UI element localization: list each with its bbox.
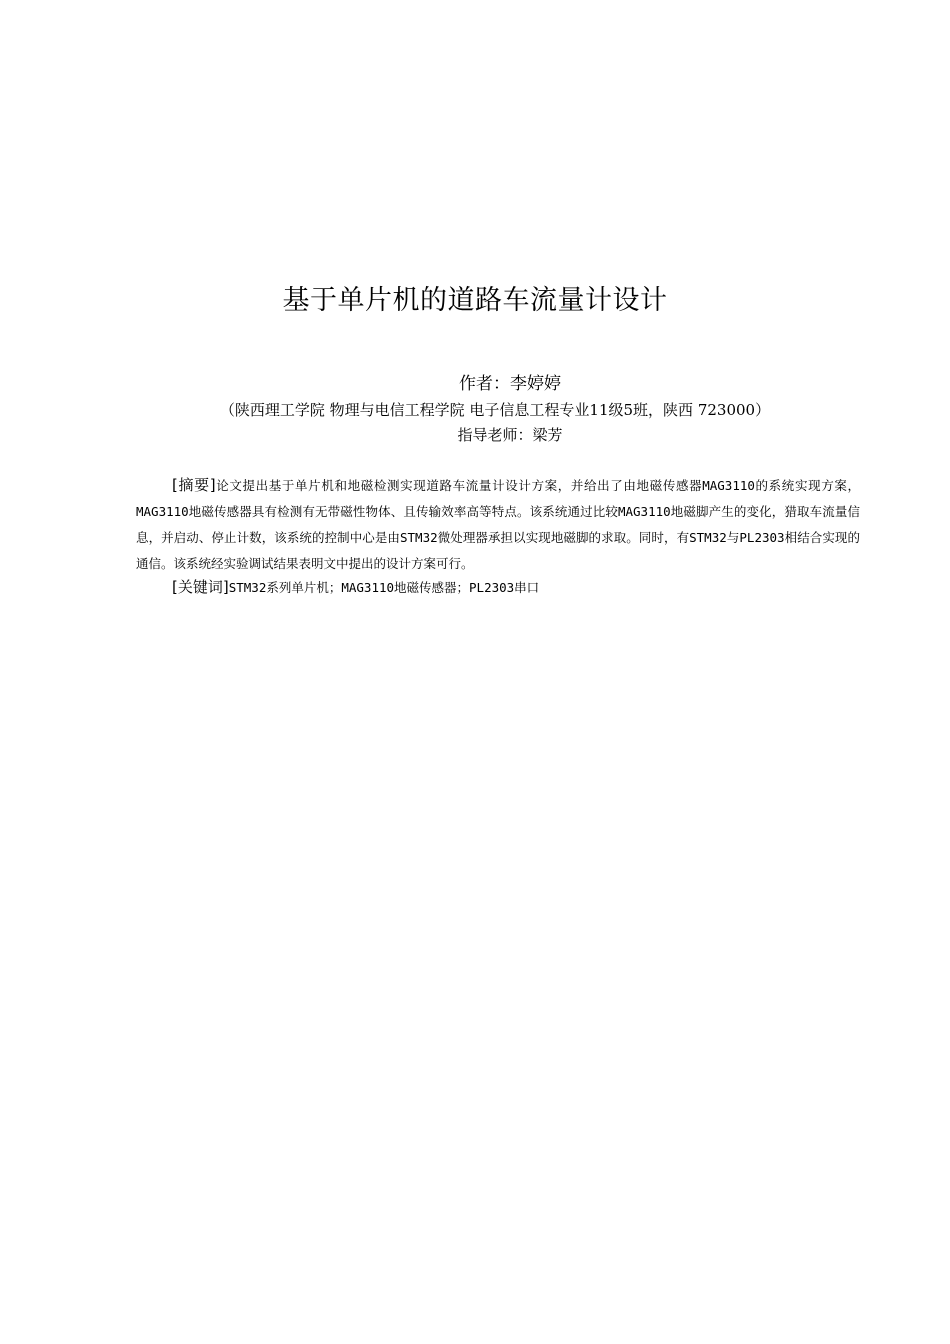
abstract-label: [摘要] [172, 476, 216, 494]
keywords-label: [关键词] [172, 578, 229, 596]
author-affiliation: （陕西理工学院 物理与电信工程学院 电子信息工程专业11级5班，陕西 723000） [219, 401, 771, 419]
paper-title: 基于单片机的道路车流量计设计 [282, 285, 668, 316]
advisor-line: 指导老师：梁芳 [457, 426, 563, 444]
keywords-text: STM32系列单片机；MAG3110地磁传感器；PL2303串口 [228, 580, 540, 595]
abstract-text: 论文提出基于单片机和地磁检测实现道路车流量计设计方案，并给出了由地磁传感器MAG3110的系统实现方案，MAG3110地磁传感器具有检测有无带磁性物体、且传输效率高等特点。该系统通过比较MAG3110地磁脚产生的变化，猎取车流量信息，并启动、停止计数，该系统的控制中心是由STM32微处理器承担以实现地磁脚的求取。同时，有STM32与PL2303相结合实现的通信。该系统经实验调试结果表明文中提出的设计方案可行。 [136, 478, 860, 571]
abstract-paragraph [136, 472, 860, 577]
author-line: 作者：李婷婷 [459, 374, 561, 394]
keywords-paragraph [172, 574, 860, 601]
